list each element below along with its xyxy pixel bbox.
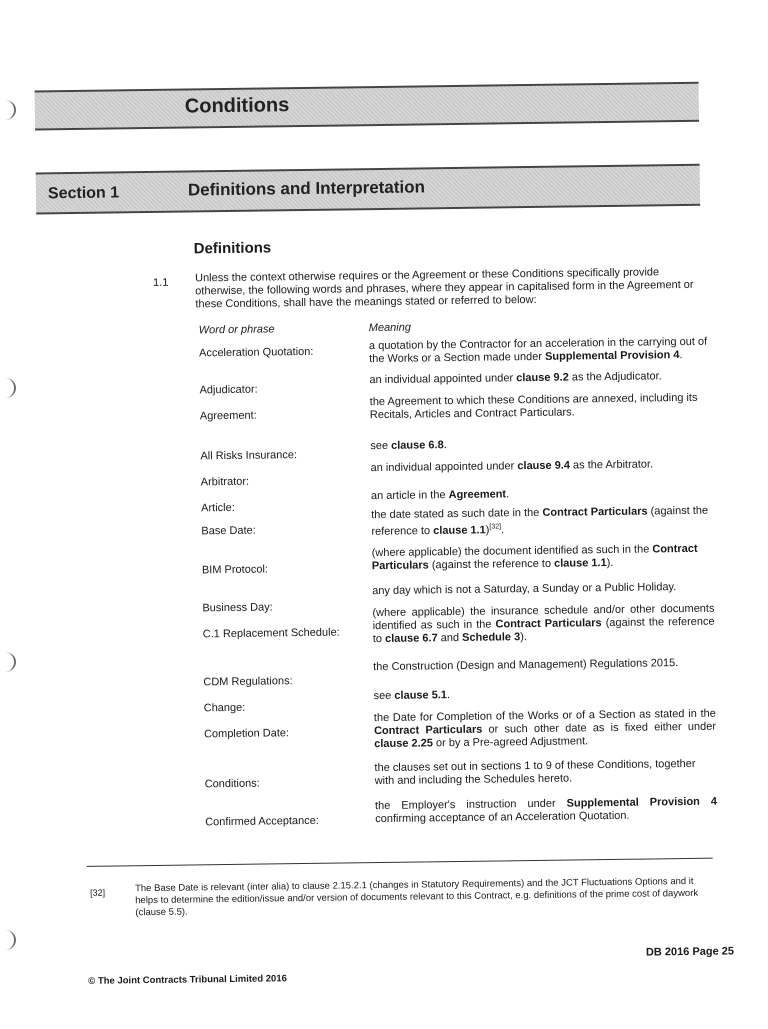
footnote-marker: [32] [90, 887, 106, 898]
definitions-intro: Unless the context otherwise requires or the Agreement or these Conditions specifically provide otherwise, the following words and phrases, where they appear in capitalised form in the Agreement or these Conditions, shall have the meanings stated or referred to below: [195, 266, 694, 311]
definition-meaning: the Date for Completion of the Works or of a Section as stated in the Contract Particulars or such other date as is fixed either under clause 2.25 or by a Pre-agreed Adjustment. [373, 707, 717, 751]
definition-meaning: an individual appointed under clause 9.4 as the Arbitrator. [370, 458, 654, 475]
definition-term: C.1 Replacement Schedule: [202, 626, 340, 641]
definition-term: CDM Regulations: [203, 675, 293, 689]
definition-meaning: the Agreement to which these Conditions are annexed, including its Recitals, Articles and Contract Particulars. [369, 391, 698, 422]
footnote-divider [87, 858, 713, 867]
definition-meaning: an individual appointed under clause 9.2 as the Adjudicator. [369, 370, 662, 387]
definition-meaning: (where applicable) the insurance schedule and/or other documents identified as such in the Contract Particulars (against the reference to clause 6.7 and Schedule 3). [372, 602, 715, 646]
definition-term: Base Date: [201, 524, 256, 538]
definition-meaning: see clause 6.8. [370, 439, 447, 453]
definition-meaning: (where applicable) the document identified as such in the Contract Particulars (against the reference to clause 1.1). [371, 542, 698, 573]
conditions-title: Conditions [184, 94, 290, 118]
definition-term: Business Day: [202, 601, 273, 615]
definition-term: Adjudicator: [199, 383, 258, 397]
footnote-text: The Base Date is relevant (inter alia) to clause 2.15.2.1 (changes in Statutory Requirements) and the JCT Fluctuations Options and it helps to determine the edition/issue and/or version of documents relevant to this Contract, e.g. definitions of the prime cost of daywork (clause 5.5). [134, 875, 699, 919]
definition-meaning: the clauses set out in sections 1 to 9 of these Conditions, together with and including the Schedules hereto. [374, 757, 696, 788]
definition-meaning: the Construction (Design and Management) Regulations 2015. [373, 657, 679, 674]
section-number: Section 1 [47, 184, 120, 203]
page-reference: DB 2016 Page 25 [645, 945, 735, 959]
definition-term: Arbitrator: [200, 475, 250, 489]
definition-term: All Risks Insurance: [200, 449, 298, 463]
definition-meaning: a quotation by the Contractor for an acceleration in the carrying out of the Works or a Section made under Supplemental Provision 4. [368, 335, 708, 366]
definition-term: Completion Date: [203, 727, 290, 741]
definition-meaning: the Employer's instruction under Supplemental Provision 4 confirming acceptance of an Acceleration Quotation. [374, 795, 718, 826]
definition-meaning: any day which is not a Saturday, a Sunday or a Public Holiday. [372, 581, 677, 598]
definition-meaning: an article in the Agreement. [370, 488, 510, 503]
conditions-banner [35, 82, 699, 131]
definition-term: Article: [201, 501, 235, 515]
copyright-notice: © The Joint Contracts Tribunal Limited 2016 [88, 973, 287, 987]
section-banner [36, 164, 700, 215]
section-title: Definitions and Interpretation [187, 177, 426, 200]
definition-term: Agreement: [199, 409, 257, 423]
definition-term: Acceleration Quotation: [198, 345, 314, 360]
definitions-heading: Definitions [193, 239, 272, 258]
clause-number: 1.1 [153, 276, 169, 289]
definition-term: Conditions: [204, 777, 260, 791]
definition-meaning: see clause 5.1. [373, 689, 451, 703]
column-header-word: Word or phrase [198, 323, 275, 337]
definition-term: BIM Protocol: [201, 563, 269, 577]
column-header-meaning: Meaning [368, 321, 412, 335]
definition-meaning: the date stated as such date in the Contract Particulars (against the reference to clause 1.1)[32]. [371, 504, 709, 538]
definition-term: Confirmed Acceptance: [205, 814, 320, 829]
definition-term: Change: [203, 701, 246, 715]
